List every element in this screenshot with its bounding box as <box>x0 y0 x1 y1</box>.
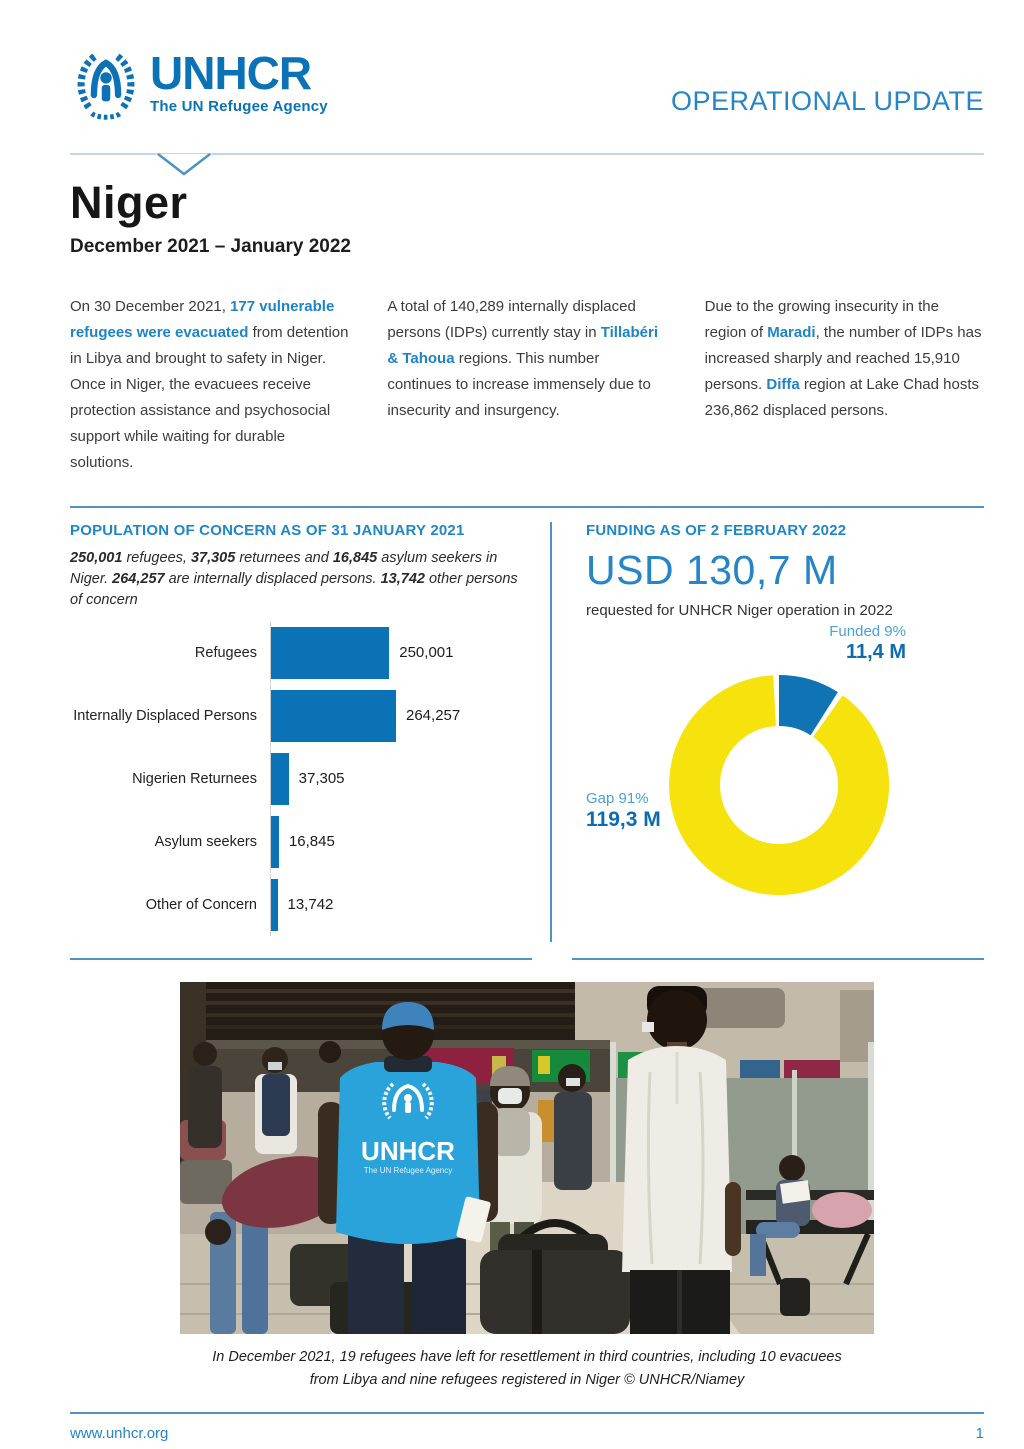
gap-amount: 119,3 M <box>586 807 661 831</box>
doc-type-label: OPERATIONAL UPDATE <box>670 86 984 116</box>
bar-value-label: 264,257 <box>406 707 461 725</box>
gap-labels <box>586 790 661 832</box>
bar-value-label: 37,305 <box>298 770 345 788</box>
logo-tagline: The UN Refugee Agency <box>150 98 328 115</box>
footer <box>70 1412 984 1442</box>
bar-row <box>70 816 532 868</box>
intro-column-2 <box>387 294 666 476</box>
section-divider <box>550 522 552 942</box>
photo-caption <box>167 1346 887 1392</box>
text-segment: asylum seekers in Niger. <box>70 549 498 587</box>
bar-zone <box>270 811 532 873</box>
text-segment: Due to the growing insecurity in the region of <box>704 298 939 342</box>
text-segment: 264,257 <box>112 570 165 587</box>
bar-fill <box>271 690 396 742</box>
bar-fill <box>271 816 279 868</box>
text-segment: other persons of concern <box>70 570 518 608</box>
footer-link[interactable]: www.unhcr.org <box>70 1425 169 1443</box>
bar-category-label: Other of Concern <box>145 896 257 913</box>
bar-zone <box>270 748 532 810</box>
funding-donut-chart <box>586 668 984 906</box>
bar-category-label: Asylum seekers <box>154 833 257 850</box>
funding-note: requested for UNHCR Niger operation in 2022 <box>586 601 893 619</box>
population-summary <box>70 548 526 611</box>
funded-amount: 11,4 M <box>845 640 906 663</box>
text-segment: are internally displaced persons. <box>164 570 381 587</box>
bar-fill <box>271 879 278 931</box>
inline-link[interactable]: 177 vulnerable refugees were evacuated <box>70 298 335 342</box>
unhcr-logo <box>70 48 328 127</box>
bar-fill <box>271 753 289 805</box>
vest-tagline: The UN Refugee Agency <box>363 1165 453 1175</box>
bar-value-label: 250,001 <box>399 644 454 662</box>
photo <box>180 982 874 1334</box>
text-segment: region at Lake Chad hosts 236,862 displaced persons. <box>704 376 979 419</box>
text-segment: 13,742 <box>380 570 425 587</box>
unhcr-emblem-icon <box>70 48 142 127</box>
bar-row <box>70 690 532 742</box>
funding-heading: FUNDING AS OF 2 FEBRUARY 2022 <box>586 521 847 539</box>
bar-row <box>70 879 532 931</box>
population-bar-chart <box>70 627 532 931</box>
intro-paragraph <box>70 294 349 476</box>
bar-zone <box>270 685 532 747</box>
vest-text: UNHCR <box>361 1135 455 1166</box>
bar-value-label: 13,742 <box>287 896 334 914</box>
intro-paragraph <box>387 294 666 424</box>
bar-zone <box>270 874 532 936</box>
logo-wordmark: UNHCR <box>150 47 312 99</box>
gap-label: Gap 91% <box>586 789 649 807</box>
chevron-down-icon <box>156 152 212 176</box>
bar-row <box>70 627 532 679</box>
funding-amount: USD 130,7 M <box>586 546 838 593</box>
bar-category-label: Nigerien Returnees <box>132 770 257 787</box>
intro-paragraph <box>705 294 984 424</box>
page-number: 1 <box>975 1425 984 1443</box>
funded-label: Funded 9% <box>829 622 906 640</box>
intro-columns <box>70 294 984 476</box>
text-segment: , the number of IDPs has increased sharply and reached 15,910 persons. <box>704 324 982 394</box>
funded-labels <box>586 623 984 664</box>
bar-value-label: 16,845 <box>288 833 335 851</box>
bar-category-label: Refugees <box>194 644 257 661</box>
header-rule <box>70 153 984 175</box>
text-segment: 16,845 <box>332 549 378 566</box>
text-segment: refugees, <box>122 549 191 566</box>
caption-line-1: In December 2021, 19 refugees have left for resettlement in third countries, including 10 evacuees <box>212 1348 842 1365</box>
bar-zone <box>270 622 532 684</box>
header <box>70 48 984 127</box>
bar-fill <box>271 627 389 679</box>
text-segment: 250,001 <box>70 549 123 566</box>
text-segment: returnees and <box>235 549 333 566</box>
population-heading: POPULATION OF CONCERN AS OF 31 JANUARY 2021 <box>70 521 465 539</box>
text-segment: A total of 140,289 internally displaced persons (IDPs) currently stay in <box>387 298 636 342</box>
inline-link[interactable]: Diffa <box>766 376 800 394</box>
bar-category-label: Internally Displaced Persons <box>73 707 257 724</box>
text-segment: regions. This number continues to increase immensely due to insecurity and insurgency. <box>387 350 651 419</box>
donut-svg <box>664 670 894 900</box>
text-segment: from detention in Libya and brought to safety in Niger. Once in Niger, the evacuees receive protection assistance and psychosocial support while waiting for durable solutions. <box>70 324 349 471</box>
report-period: December 2021 – January 2022 <box>70 236 351 258</box>
population-panel <box>70 508 532 960</box>
funding-panel <box>572 508 984 960</box>
text-segment: On 30 December 2021, <box>70 298 231 316</box>
caption-line-2: from Libya and nine refugees registered in Niger © UNHCR/Niamey <box>309 1372 745 1389</box>
page-title: Niger <box>70 177 188 228</box>
inline-link[interactable]: Tillabéri & Tahoua <box>387 324 658 368</box>
inline-link[interactable]: Maradi <box>767 324 816 342</box>
text-segment: 37,305 <box>190 549 236 566</box>
charts-section <box>70 506 984 960</box>
bar-row <box>70 753 532 805</box>
intro-column-1 <box>70 294 349 476</box>
intro-column-3 <box>705 294 984 476</box>
